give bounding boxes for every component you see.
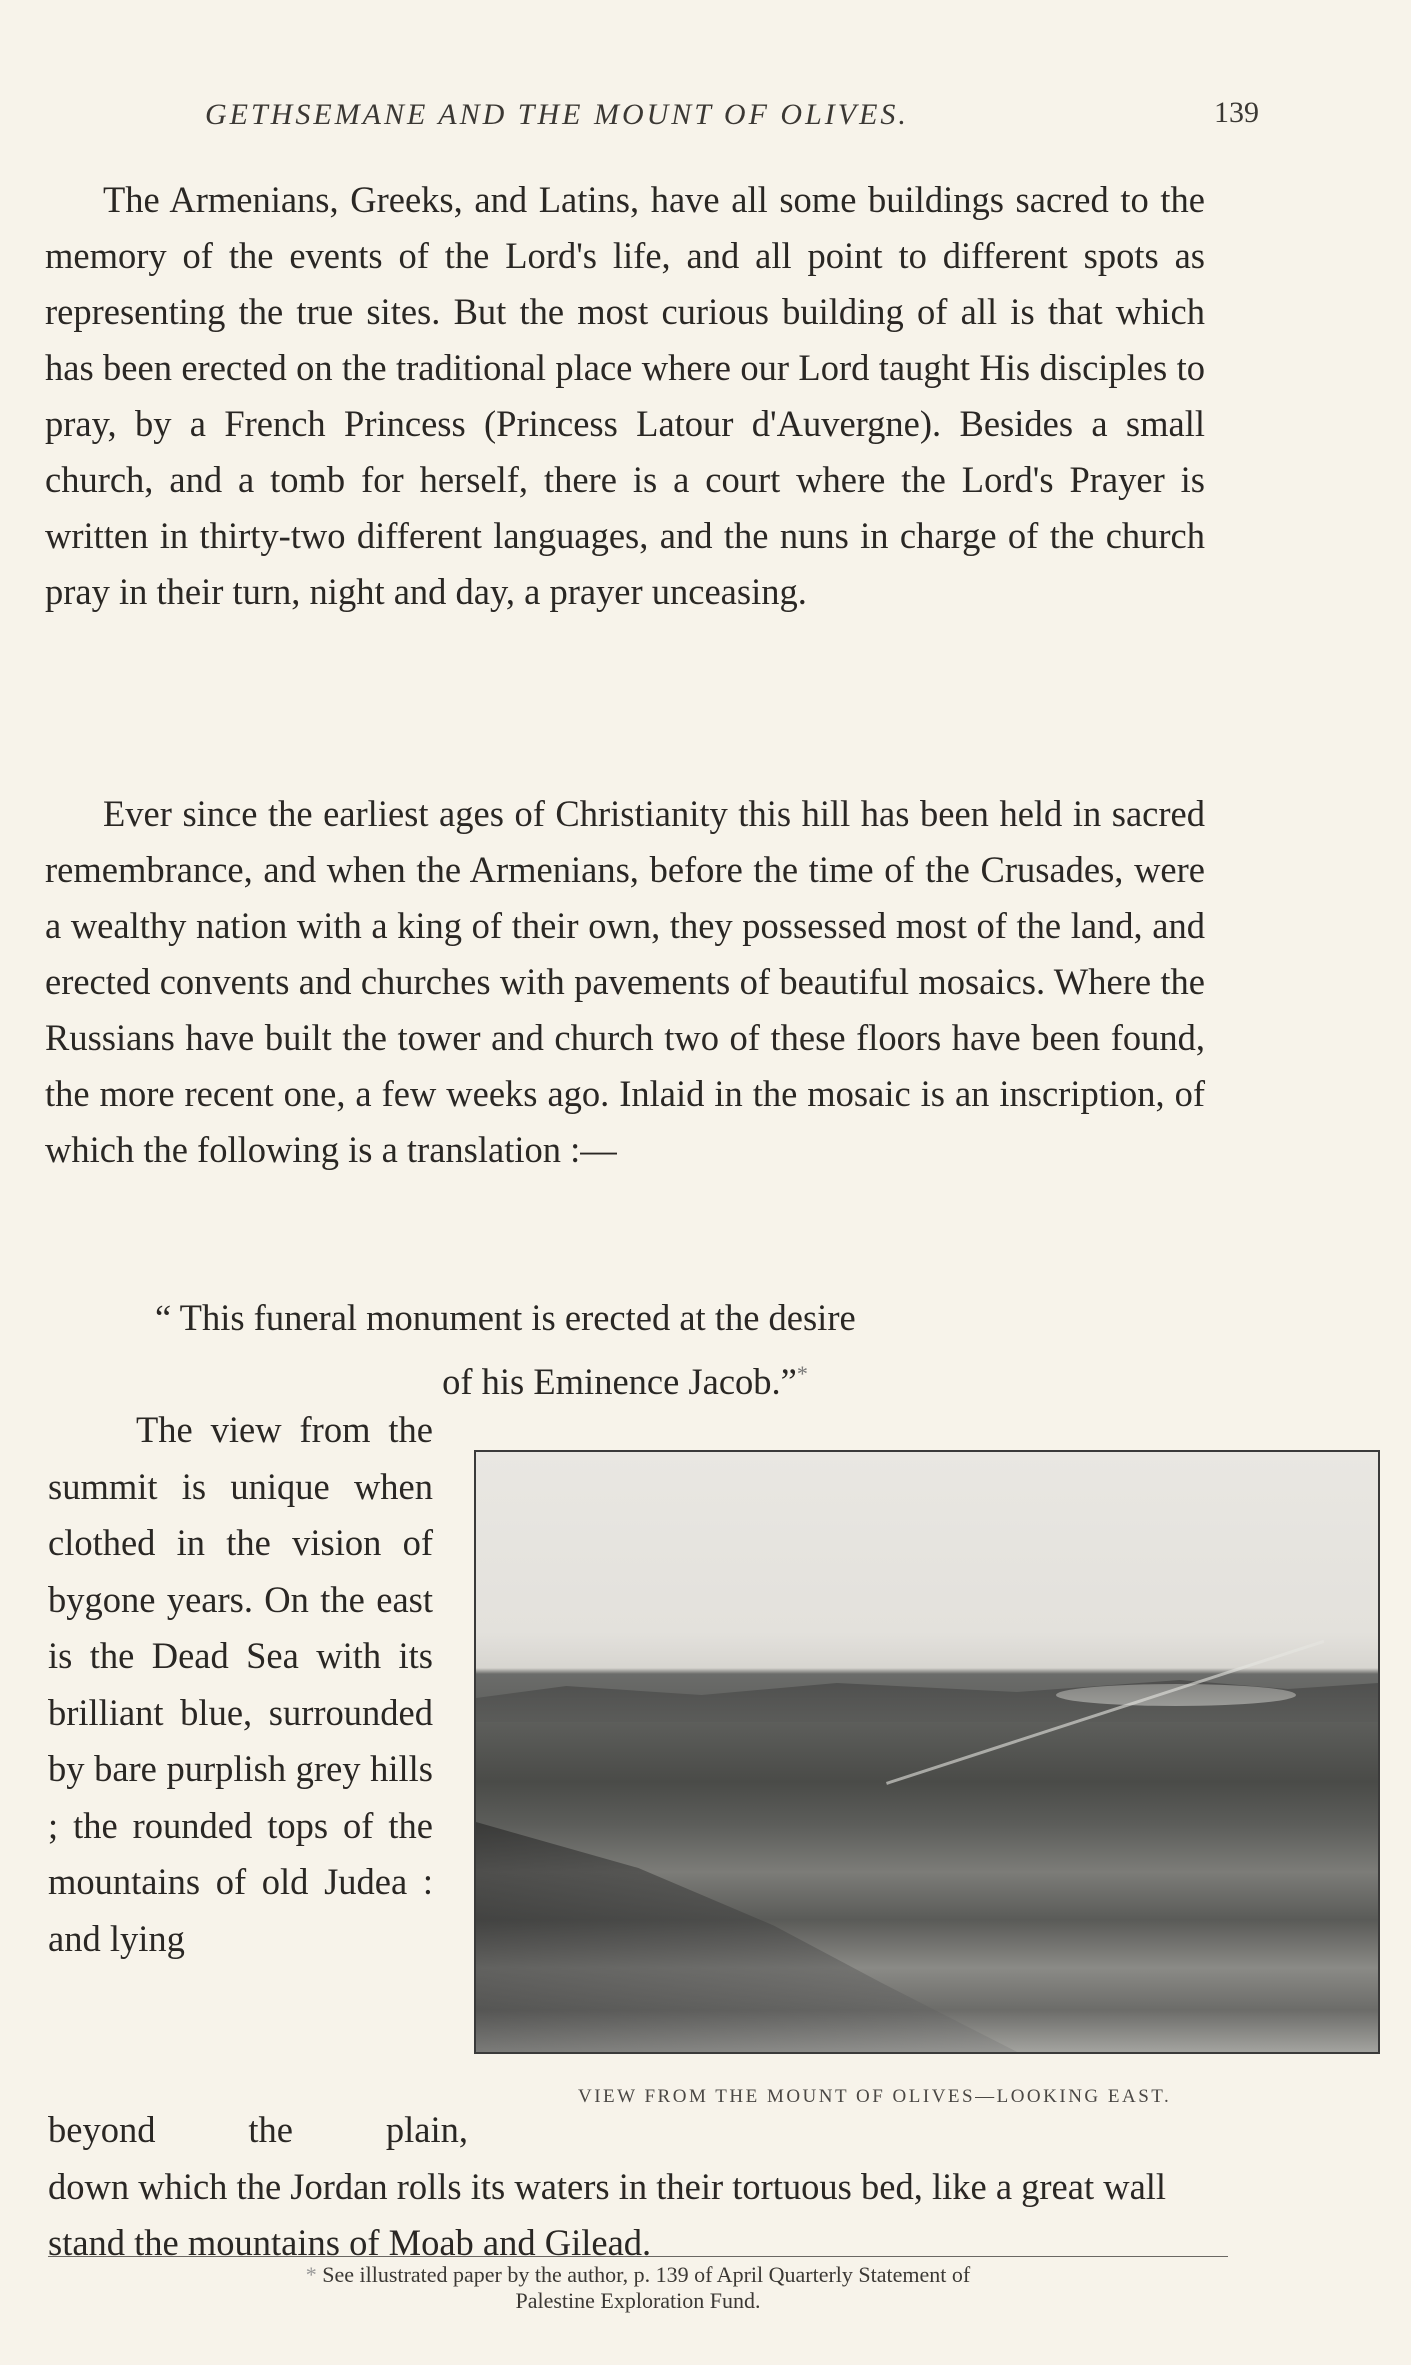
paragraph-view-text: The view from the summit is unique when clothed in the vision of bygone years. On the east is the Dead Sea with its brilliant blue, surrounded by bare purplish grey hills ; the rounded tops of the mountains of old Judea : and lying	[48, 1409, 433, 1959]
paragraph-view-wrapped	[48, 1402, 433, 1967]
page-number: 139	[1214, 96, 1259, 129]
paragraph-beyond-line: beyond the plain,	[48, 2109, 468, 2150]
footnote-divider	[48, 2256, 1228, 2257]
footnote-line-2: Palestine Exploration Fund.	[515, 2288, 761, 2313]
inscription-line-1: “ This funeral monument is erected at the desire	[155, 1297, 856, 1338]
inscription-line-2-text: of his Eminence Jacob.”	[442, 1361, 797, 1403]
footnote-line-1	[48, 2262, 1228, 2288]
paragraph-view-ending: down which the Jordan rolls its waters in their tortuous bed, like a great wall stand the mountains of Moab and Gilead.	[48, 2165, 1167, 2263]
paragraph-armenians: The Armenians, Greeks, and Latins, have all some buildings sacred to the memory of the events of the Lord's life, and all point to different spots as representing the true sites. But the most curious building of all is that which has been erected on the traditional place where our Lord taught His disciples to pray, by a French Princess (Princess Latour d'Auvergne). Besides a small church, and a tomb for herself, there is a court where the Lord's Prayer is written in thirty-two different languages, and the nuns in charge of the church pray in their turn, night and day, a prayer unceasing.	[45, 179, 1205, 612]
footnote-mark: *	[305, 2262, 317, 2287]
inscription-line-2	[45, 1346, 1205, 1410]
running-title: GETHSEMANE AND THE MOUNT OF OLIVES.	[205, 98, 909, 131]
figure-caption: VIEW FROM THE MOUNT OF OLIVES—LOOKING EAST.	[578, 2086, 1172, 2107]
photograph-mount-of-olives	[474, 1450, 1380, 2054]
footnote	[48, 2262, 1228, 2314]
paragraph-view-continued	[48, 2050, 1208, 2272]
paragraph-earliest-ages: Ever since the earliest ages of Christianity this hill has been held in sacred remembrance, and when the Armenians, before the time of the Crusades, were a wealthy nation with a king of their own, they possessed most of the land, and erected convents and churches with pavements of beautiful mosaics. Where the Russians have built the tower and church two of these floors have been found, the more recent one, a few weeks ago. Inlaid in the mosaic is an inscription, of which the following is a translation :—	[45, 793, 1205, 1170]
footnote-line-1-text: See illustrated paper by the author, p. 139 of April Quarterly Statement of	[322, 2262, 971, 2287]
footnote-reference-mark: *	[796, 1361, 808, 1386]
